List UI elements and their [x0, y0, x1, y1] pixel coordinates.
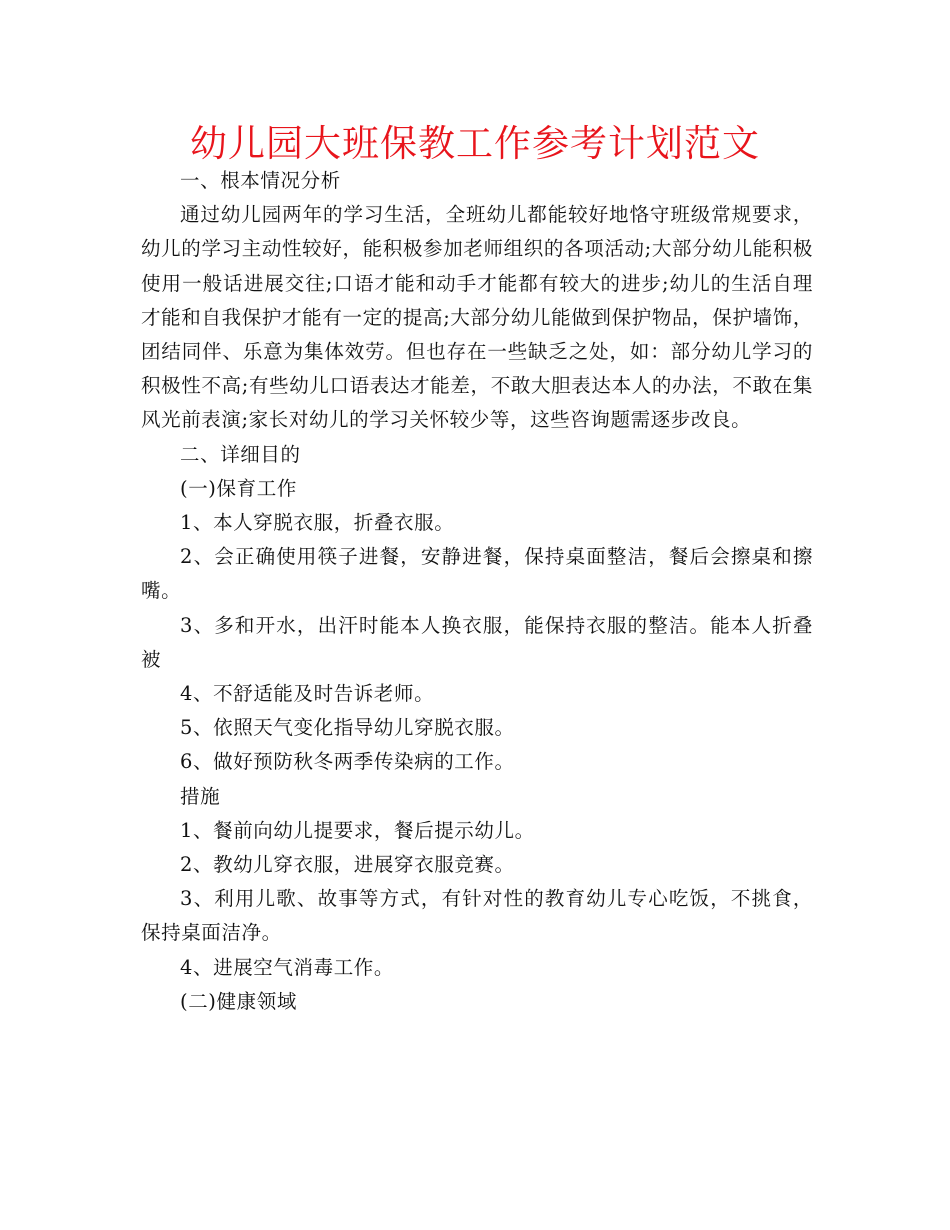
- list-item: 4、进展空气消毒工作。: [180, 955, 395, 979]
- list-item: 5、依照天气变化指导幼儿穿脱衣服。: [180, 716, 515, 740]
- section-heading-basic-analysis: 一、根本情况分析: [180, 169, 341, 192]
- section-heading-goals: 二、详细目的: [180, 442, 301, 466]
- subsection-heading-health: (二)健康领域: [180, 989, 297, 1013]
- list-item: 2、会正确使用筷子进餐，安静进餐，保持桌面整洁，餐后会擦桌和擦嘴。: [141, 545, 813, 603]
- document-title: 幼儿园大班保教工作参考计划范文: [190, 122, 760, 165]
- list-item: 3、利用儿歌、故事等方式，有针对性的教育幼儿专心吃饭，不挑食，保持桌面洁净。: [141, 887, 813, 945]
- list-item: 4、不舒适能及时告诉老师。: [180, 682, 435, 706]
- list-item: 1、本人穿脱衣服，折叠衣服。: [180, 511, 455, 535]
- list-item: 6、做好预防秋冬两季传染病的工作。: [180, 750, 515, 774]
- subsection-heading-measures: 措施: [180, 784, 221, 808]
- document-body: [141, 164, 813, 1019]
- subsection-heading-care: (一)保育工作: [180, 476, 297, 500]
- list-item: 3、多和开水，出汗时能本人换衣服，能保持衣服的整洁。能本人折叠被: [141, 613, 813, 671]
- list-item: 2、教幼儿穿衣服，进展穿衣服竞赛。: [180, 853, 515, 877]
- paragraph-analysis: 通过幼儿园两年的学习生活，全班幼儿都能较好地恪守班级常规要求，幼儿的学习主动性较好，能积极参加老师组织的各项活动;大部分幼儿能积极使用一般话进展交往;口语才能和动手才能都有较大的进步;幼儿的生活自理才能和自我保护才能有一定的提高;大部分幼儿能做到保护物品，保护墙饰，团结同伴、乐意为集体效劳。但也存在一些缺乏之处，如：部分幼儿学习的积极性不高;有些幼儿口语表达才能差，不敢大胆表达本人的办法，不敢在集风光前表演;家长对幼儿的学习关怀较少等，这些咨询题需逐步改良。: [141, 203, 813, 432]
- list-item: 1、餐前向幼儿提要求，餐后提示幼儿。: [180, 818, 535, 842]
